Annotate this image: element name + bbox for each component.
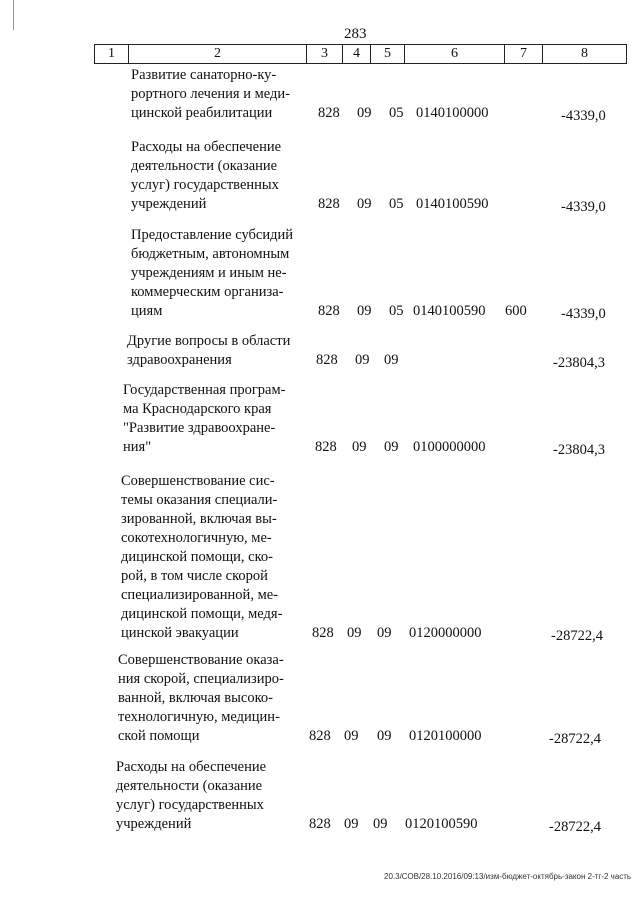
amount-value: -23804,3 — [553, 442, 605, 458]
description-line: ской помощи — [118, 728, 200, 744]
description-line: сокотехнологичную, ме- — [121, 530, 272, 546]
row-description — [127, 332, 303, 370]
row-description — [123, 381, 303, 457]
amount-value: -4339,0 — [561, 306, 606, 322]
row-description — [131, 66, 303, 123]
subsection-code: 05 — [389, 105, 404, 121]
amount-value: -4339,0 — [561, 108, 606, 124]
section-code: 09 — [355, 352, 370, 368]
target-article-code: 0140100000 — [416, 105, 489, 121]
description-line: Государственная програм- — [123, 382, 286, 398]
ministry-code: 828 — [312, 625, 334, 641]
description-line: Предоставление субсидий — [131, 227, 294, 243]
page-number: 283 — [344, 26, 367, 42]
target-article-code: 0120000000 — [409, 625, 482, 641]
ministry-code: 828 — [315, 439, 337, 455]
ministry-code: 828 — [318, 196, 340, 212]
description-line: услуг) государственных — [116, 797, 264, 813]
target-article-code: 0120100590 — [405, 816, 478, 832]
header-col-6: 6 — [405, 45, 505, 64]
description-line: Совершенствование оказа- — [118, 652, 284, 668]
description-line: дицинской помощи, ско- — [121, 549, 273, 565]
target-article-code: 0140100590 — [416, 196, 489, 212]
description-line: Расходы на обеспечение — [131, 139, 282, 155]
header-col-5: 5 — [371, 45, 405, 64]
description-line: деятельности (оказание — [116, 778, 263, 794]
description-line: специализированной, ме- — [121, 587, 279, 603]
subsection-code: 09 — [384, 439, 399, 455]
section-code: 09 — [357, 303, 372, 319]
section-code: 09 — [344, 816, 359, 832]
amount-value: -28722,4 — [551, 628, 603, 644]
description-line: учреждений — [116, 816, 192, 832]
subsection-code: 05 — [389, 303, 404, 319]
description-line: технологичную, медицин- — [118, 709, 280, 725]
description-line: дицинской помощи, медя- — [121, 606, 283, 622]
section-code: 09 — [357, 196, 372, 212]
ministry-code: 828 — [316, 352, 338, 368]
description-line: коммерческим организа- — [131, 284, 284, 300]
section-code: 09 — [352, 439, 367, 455]
ministry-code: 828 — [309, 728, 331, 744]
description-line: Совершенствование сис- — [121, 473, 275, 489]
description-line: рой, в том числе скорой — [121, 568, 268, 584]
section-code: 09 — [357, 105, 372, 121]
amount-value: -28722,4 — [549, 731, 601, 747]
header-col-3: 3 — [307, 45, 343, 64]
subsection-code: 09 — [384, 352, 399, 368]
header-col-4: 4 — [343, 45, 371, 64]
row-description — [116, 758, 294, 834]
ministry-code: 828 — [318, 303, 340, 319]
row-description — [131, 226, 303, 321]
row-description — [118, 651, 296, 746]
description-line: ванной, включая высоко- — [118, 690, 273, 706]
amount-value: -4339,0 — [561, 199, 606, 215]
description-line: ма Краснодарского края — [123, 401, 272, 417]
header-col-1: 1 — [95, 45, 129, 64]
description-line: учреждений — [131, 196, 207, 212]
subsection-code: 09 — [373, 816, 388, 832]
description-line: деятельности (оказание — [131, 158, 278, 174]
description-line: рортного лечения и меди- — [131, 86, 290, 102]
description-line: услуг) государственных — [131, 177, 279, 193]
description-line: Развитие санаторно-ку- — [131, 67, 277, 83]
description-line: циям — [131, 303, 163, 319]
description-line: цинской реабилитации — [131, 105, 273, 121]
description-line: учреждениям и иным не- — [131, 265, 287, 281]
description-line: цинской эвакуации — [121, 625, 239, 641]
subsection-code: 05 — [389, 196, 404, 212]
ministry-code: 828 — [318, 105, 340, 121]
subsection-code: 09 — [377, 728, 392, 744]
description-line: "Развитие здравоохране- — [123, 420, 276, 436]
description-line: Другие вопросы в области — [127, 333, 291, 349]
footer-document-id: 20.3/СОВ/28.10.2016/09:13/изм-бюджет-октябрь-закон 2-тг-2 часть — [384, 872, 632, 881]
ministry-code: 828 — [309, 816, 331, 832]
section-code: 09 — [344, 728, 359, 744]
description-line: ния" — [123, 439, 152, 455]
row-description — [121, 472, 299, 643]
column-number-header — [94, 44, 627, 64]
section-code: 09 — [347, 625, 362, 641]
amount-value: -23804,3 — [553, 355, 605, 371]
description-line: зированной, включая вы- — [121, 511, 277, 527]
description-line: Расходы на обеспечение — [116, 759, 267, 775]
header-col-8: 8 — [543, 45, 627, 64]
description-line: здравоохранения — [127, 352, 232, 368]
description-line: ния скорой, специализиро- — [118, 671, 284, 687]
header-col-2: 2 — [129, 45, 307, 64]
header-col-7: 7 — [505, 45, 543, 64]
margin-mark — [13, 0, 14, 30]
target-article-code: 0120100000 — [409, 728, 482, 744]
description-line: бюджетным, автономным — [131, 246, 290, 262]
target-article-code: 0100000000 — [413, 439, 486, 455]
expense-type-code: 600 — [505, 303, 527, 319]
description-line: темы оказания специали- — [121, 492, 278, 508]
amount-value: -28722,4 — [549, 819, 601, 835]
target-article-code: 0140100590 — [413, 303, 486, 319]
subsection-code: 09 — [377, 625, 392, 641]
row-description — [131, 138, 303, 214]
